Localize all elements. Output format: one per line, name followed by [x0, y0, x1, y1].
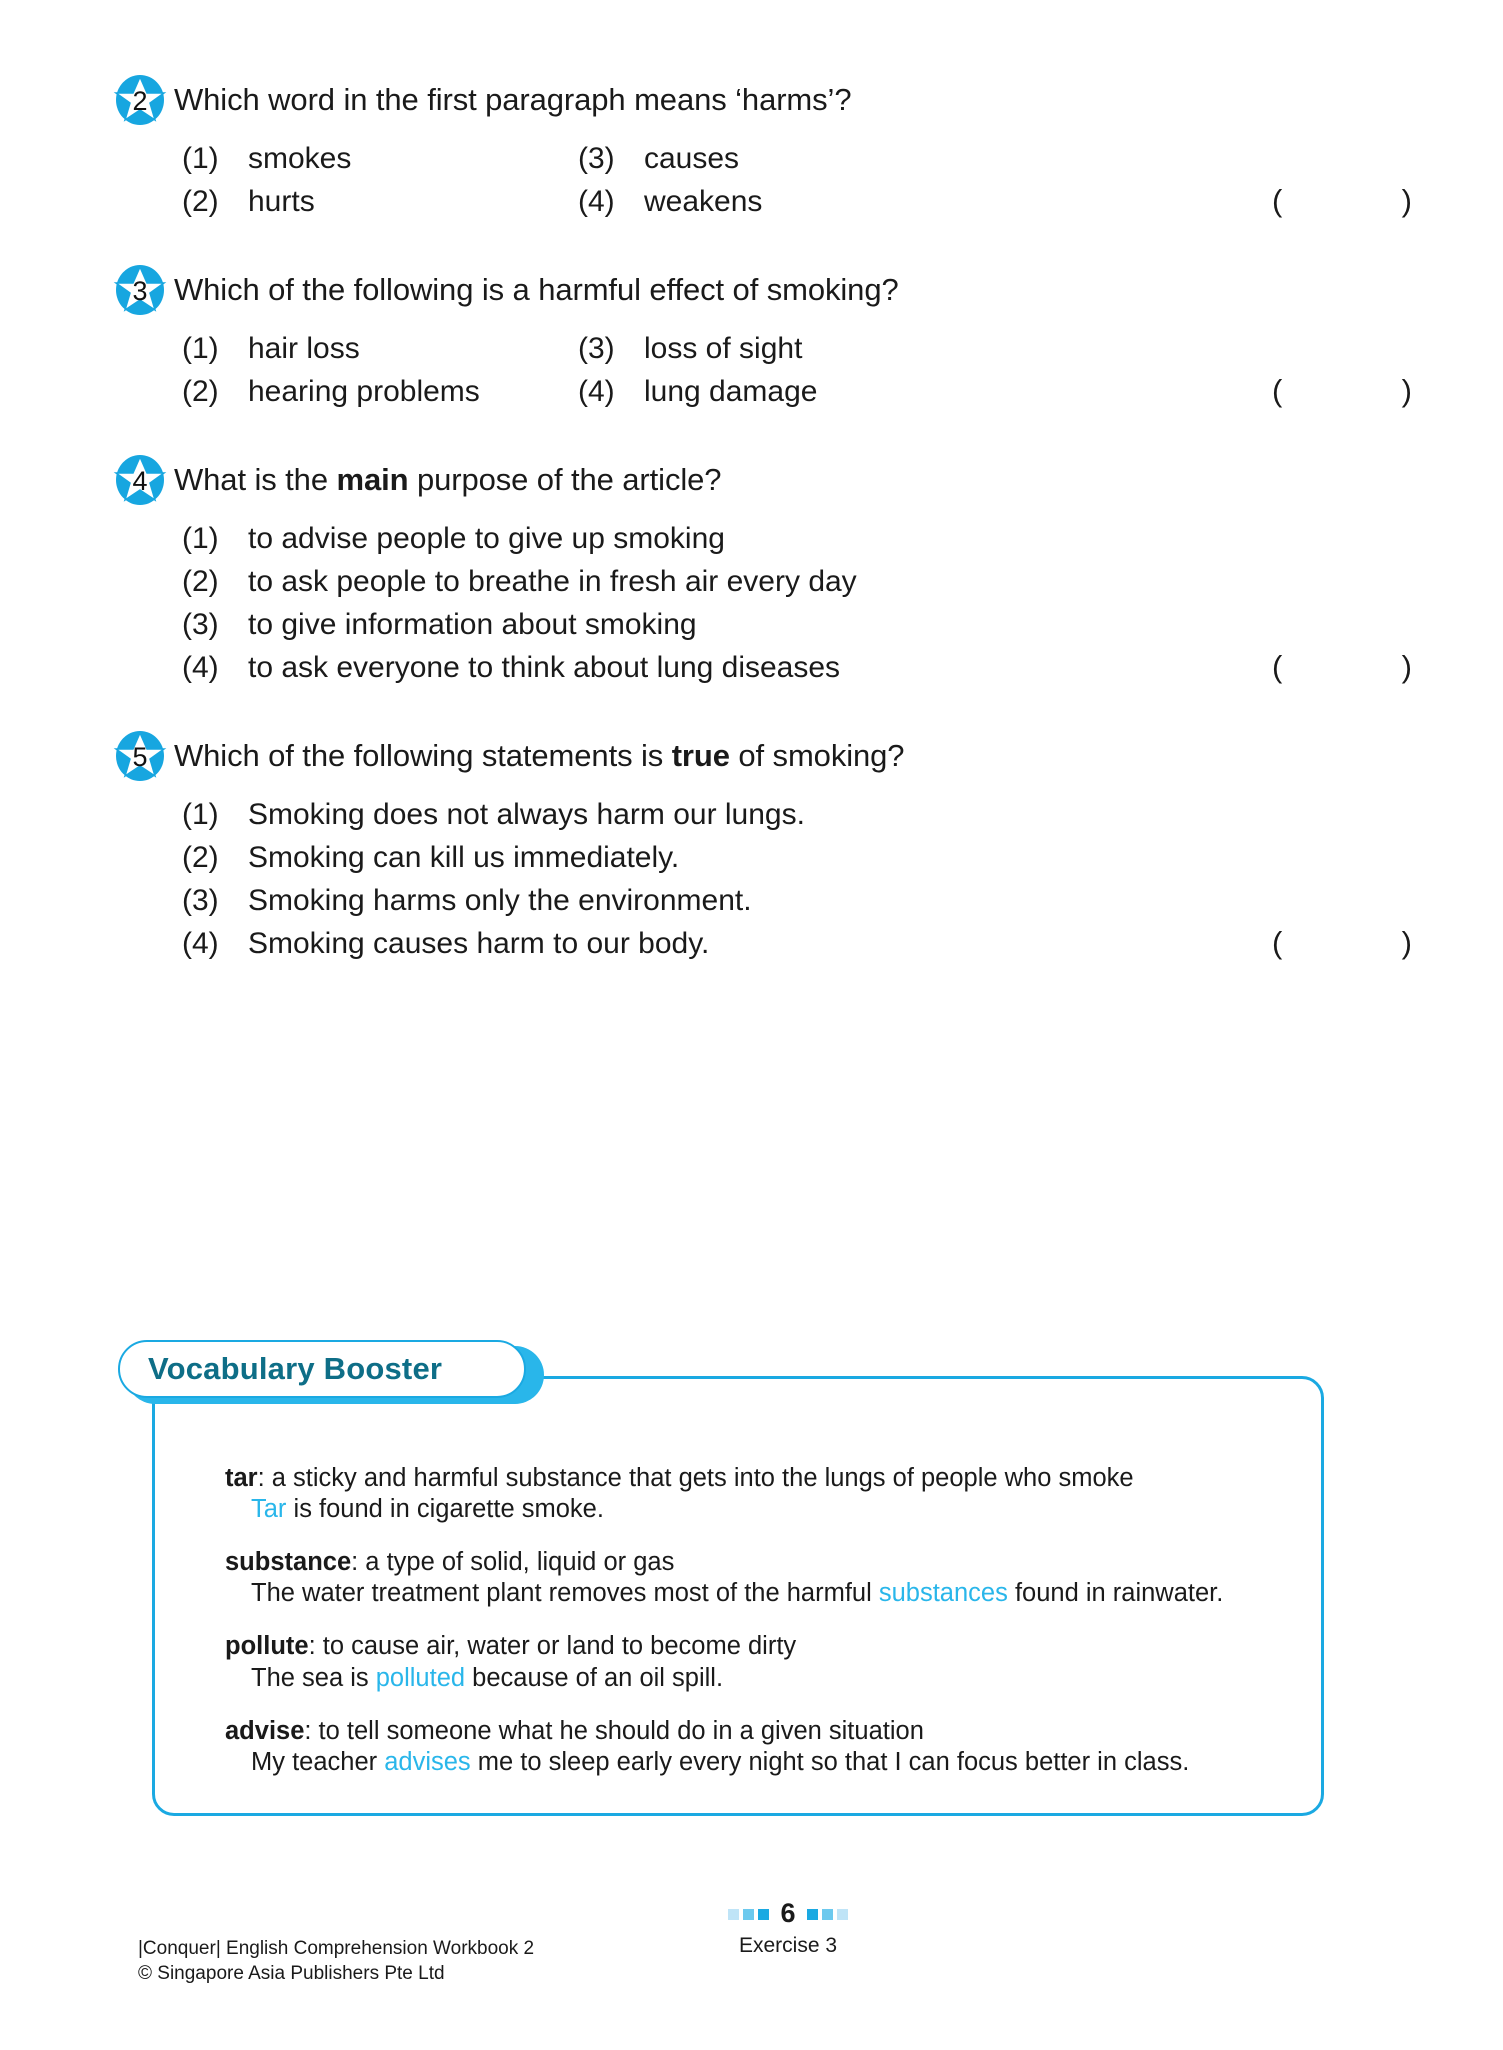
option-row — [182, 183, 1412, 230]
option-tag: (4) — [578, 185, 615, 218]
option-row — [182, 843, 1410, 886]
question-text-part1: Which of the following statements is — [174, 738, 672, 773]
vocabulary-word: pollute — [225, 1632, 309, 1661]
footer-page-marker — [678, 1898, 898, 1958]
answer-bracket-open: ( — [1272, 649, 1283, 684]
answer-bracket[interactable] — [1272, 185, 1412, 216]
question-text-part1: What is the — [174, 462, 337, 497]
option-label: smokes — [248, 142, 352, 175]
example-highlight-word: polluted — [375, 1663, 466, 1692]
example-pre: The sea is — [251, 1663, 376, 1692]
question-text — [174, 734, 904, 771]
option[interactable] — [182, 524, 725, 554]
option-list — [182, 524, 1410, 696]
answer-bracket-open: ( — [1272, 373, 1283, 408]
option-label: to ask people to breathe in fresh air every day — [248, 565, 857, 598]
option[interactable] — [182, 610, 697, 640]
example-pre: My teacher — [251, 1747, 385, 1776]
marker-square — [807, 1909, 818, 1920]
option-tag: (3) — [578, 332, 615, 365]
answer-bracket[interactable] — [1272, 375, 1412, 406]
option-tag: (2) — [182, 841, 219, 874]
question-text — [174, 78, 852, 115]
vocabulary-list — [225, 1463, 1303, 1800]
example-pre: The water treatment plant removes most of the harmful — [251, 1579, 879, 1608]
question-3 — [120, 268, 1410, 420]
answer-bracket-close: ) — [1401, 925, 1412, 960]
answer-bracket-close: ) — [1401, 373, 1412, 408]
option-tag: (2) — [182, 185, 219, 218]
vocabulary-definition — [225, 1463, 1303, 1494]
answer-bracket[interactable] — [1272, 927, 1412, 958]
question-badge-4 — [112, 452, 168, 508]
option-row — [182, 524, 1410, 567]
option[interactable] — [182, 144, 578, 174]
vocabulary-word: substance — [225, 1548, 352, 1577]
vocabulary-booster-tab — [118, 1340, 544, 1402]
question-header — [120, 268, 1410, 318]
page-marker-decoration — [678, 1898, 898, 1930]
footer-credits — [138, 1936, 534, 1986]
question-header — [120, 734, 1410, 784]
option-row — [182, 649, 1412, 696]
answer-bracket-open: ( — [1272, 925, 1283, 960]
footer-copyright: © Singapore Asia Publishers Pte Ltd — [138, 1963, 445, 1985]
question-header — [120, 458, 1410, 508]
option[interactable] — [182, 567, 857, 597]
option-tag: (1) — [182, 142, 219, 175]
example-post: because of an oil spill. — [465, 1663, 724, 1692]
marker-square — [837, 1909, 848, 1920]
answer-bracket-close: ) — [1401, 183, 1412, 218]
option-label: Smoking does not always harm our lungs. — [248, 798, 805, 831]
question-5 — [120, 734, 1410, 972]
example-highlight-word: Tar — [251, 1495, 287, 1524]
page-footer — [138, 1898, 1368, 1998]
question-number: 5 — [132, 741, 148, 772]
footer-book-title: |Conquer| English Comprehension Workbook 2 — [138, 1938, 535, 1959]
question-4 — [120, 458, 1410, 696]
example-post: me to sleep early every night so that I can focus better in class. — [470, 1747, 1190, 1776]
option-label: Smoking harms only the environment. — [248, 884, 752, 917]
vocabulary-example — [251, 1578, 1303, 1609]
option-row — [182, 800, 1410, 843]
question-text — [174, 458, 721, 495]
question-text-part1: Which of the following is a harmful effect of smoking? — [174, 272, 899, 307]
marker-square — [728, 1909, 739, 1920]
vocabulary-meaning: : to tell someone what he should do in a given situation — [304, 1716, 924, 1745]
question-text-emphasis: main — [336, 462, 409, 497]
question-2 — [120, 78, 1410, 230]
question-badge-2 — [112, 72, 168, 128]
vocabulary-item — [225, 1547, 1303, 1609]
answer-bracket-open: ( — [1272, 183, 1283, 218]
option-list — [182, 800, 1410, 972]
option-row — [182, 373, 1412, 420]
marker-square — [743, 1909, 754, 1920]
option-label: to advise people to give up smoking — [248, 522, 725, 555]
vocabulary-item — [225, 1716, 1303, 1778]
option-tag: (2) — [182, 565, 219, 598]
vocabulary-definition — [225, 1547, 1303, 1578]
option-tag: (3) — [182, 608, 219, 641]
option[interactable] — [578, 187, 978, 217]
question-number: 4 — [132, 465, 148, 496]
option-tag: (3) — [182, 884, 219, 917]
vocabulary-booster-body — [152, 1376, 1324, 1816]
option-label: to ask everyone to think about lung diseases — [248, 651, 841, 684]
questions-section — [120, 78, 1410, 1010]
option-row — [182, 567, 1410, 610]
vocabulary-booster-title: Vocabulary Booster — [148, 1351, 443, 1386]
example-highlight-word: advises — [384, 1747, 471, 1776]
option-tag: (1) — [182, 522, 219, 555]
option-list — [182, 144, 1410, 230]
option[interactable] — [182, 187, 578, 217]
option-row — [182, 925, 1412, 972]
vocabulary-meaning: : to cause air, water or land to become dirty — [308, 1632, 797, 1661]
option[interactable] — [578, 377, 978, 407]
option[interactable] — [578, 144, 978, 174]
vocabulary-meaning: : a type of solid, liquid or gas — [351, 1548, 675, 1577]
question-badge-5 — [112, 728, 168, 784]
option[interactable] — [182, 800, 805, 830]
question-text-emphasis: true — [671, 738, 730, 773]
vocabulary-definition — [225, 1631, 1303, 1662]
option-tag: (1) — [182, 332, 219, 365]
option-label: lung damage — [644, 375, 818, 408]
option-label: Smoking can kill us immediately. — [248, 841, 680, 874]
example-post: is found in cigarette smoke. — [286, 1495, 604, 1524]
answer-bracket[interactable] — [1272, 651, 1412, 682]
tab-face — [118, 1340, 526, 1398]
question-number: 3 — [132, 275, 148, 306]
option[interactable] — [182, 843, 679, 873]
option-tag: (4) — [578, 375, 615, 408]
exercise-label: Exercise 3 — [738, 1934, 838, 1957]
question-header — [120, 78, 1410, 128]
option-label: to give information about smoking — [248, 608, 697, 641]
page-number: 6 — [780, 1897, 796, 1928]
example-highlight-word: substances — [878, 1579, 1008, 1608]
marker-square — [822, 1909, 833, 1920]
option-tag: (1) — [182, 798, 219, 831]
option-row — [182, 144, 1410, 187]
option-label: loss of sight — [644, 332, 803, 365]
option-row — [182, 886, 1410, 929]
vocabulary-example — [251, 1494, 1303, 1525]
example-post: found in rainwater. — [1007, 1579, 1224, 1608]
question-text-part2: purpose of the article? — [408, 462, 722, 497]
vocabulary-word: advise — [225, 1716, 305, 1745]
question-number: 2 — [132, 85, 148, 116]
vocabulary-example — [251, 1663, 1303, 1694]
option-tag: (2) — [182, 375, 219, 408]
option-label: causes — [644, 142, 740, 175]
option-row — [182, 334, 1410, 377]
vocabulary-meaning: : a sticky and harmful substance that gets into the lungs of people who smoke — [257, 1464, 1134, 1492]
option[interactable] — [182, 886, 752, 916]
option-label: hearing problems — [248, 375, 480, 408]
option-tag: (4) — [182, 927, 219, 960]
option-label: hurts — [248, 185, 315, 218]
option[interactable] — [182, 929, 709, 959]
option-label: Smoking causes harm to our body. — [248, 927, 710, 960]
vocabulary-definition — [225, 1716, 1303, 1747]
vocabulary-item — [225, 1463, 1303, 1525]
question-text-part1: Which word in the first paragraph means ‘harms’? — [174, 82, 852, 117]
option-label: weakens — [644, 185, 763, 218]
option-list — [182, 334, 1410, 420]
option-tag: (4) — [182, 651, 219, 684]
option-tag: (3) — [578, 142, 615, 175]
vocabulary-word: tar — [225, 1464, 258, 1492]
option-label: hair loss — [248, 332, 360, 365]
option[interactable] — [578, 334, 978, 364]
question-badge-3 — [112, 262, 168, 318]
option[interactable] — [182, 653, 840, 683]
answer-bracket-close: ) — [1401, 649, 1412, 684]
vocabulary-example — [251, 1747, 1303, 1778]
marker-square — [758, 1909, 769, 1920]
option-row — [182, 610, 1410, 653]
option[interactable] — [182, 334, 578, 364]
option[interactable] — [182, 377, 578, 407]
vocabulary-item — [225, 1631, 1303, 1693]
question-text — [174, 268, 899, 305]
question-text-part2: of smoking? — [729, 738, 905, 773]
